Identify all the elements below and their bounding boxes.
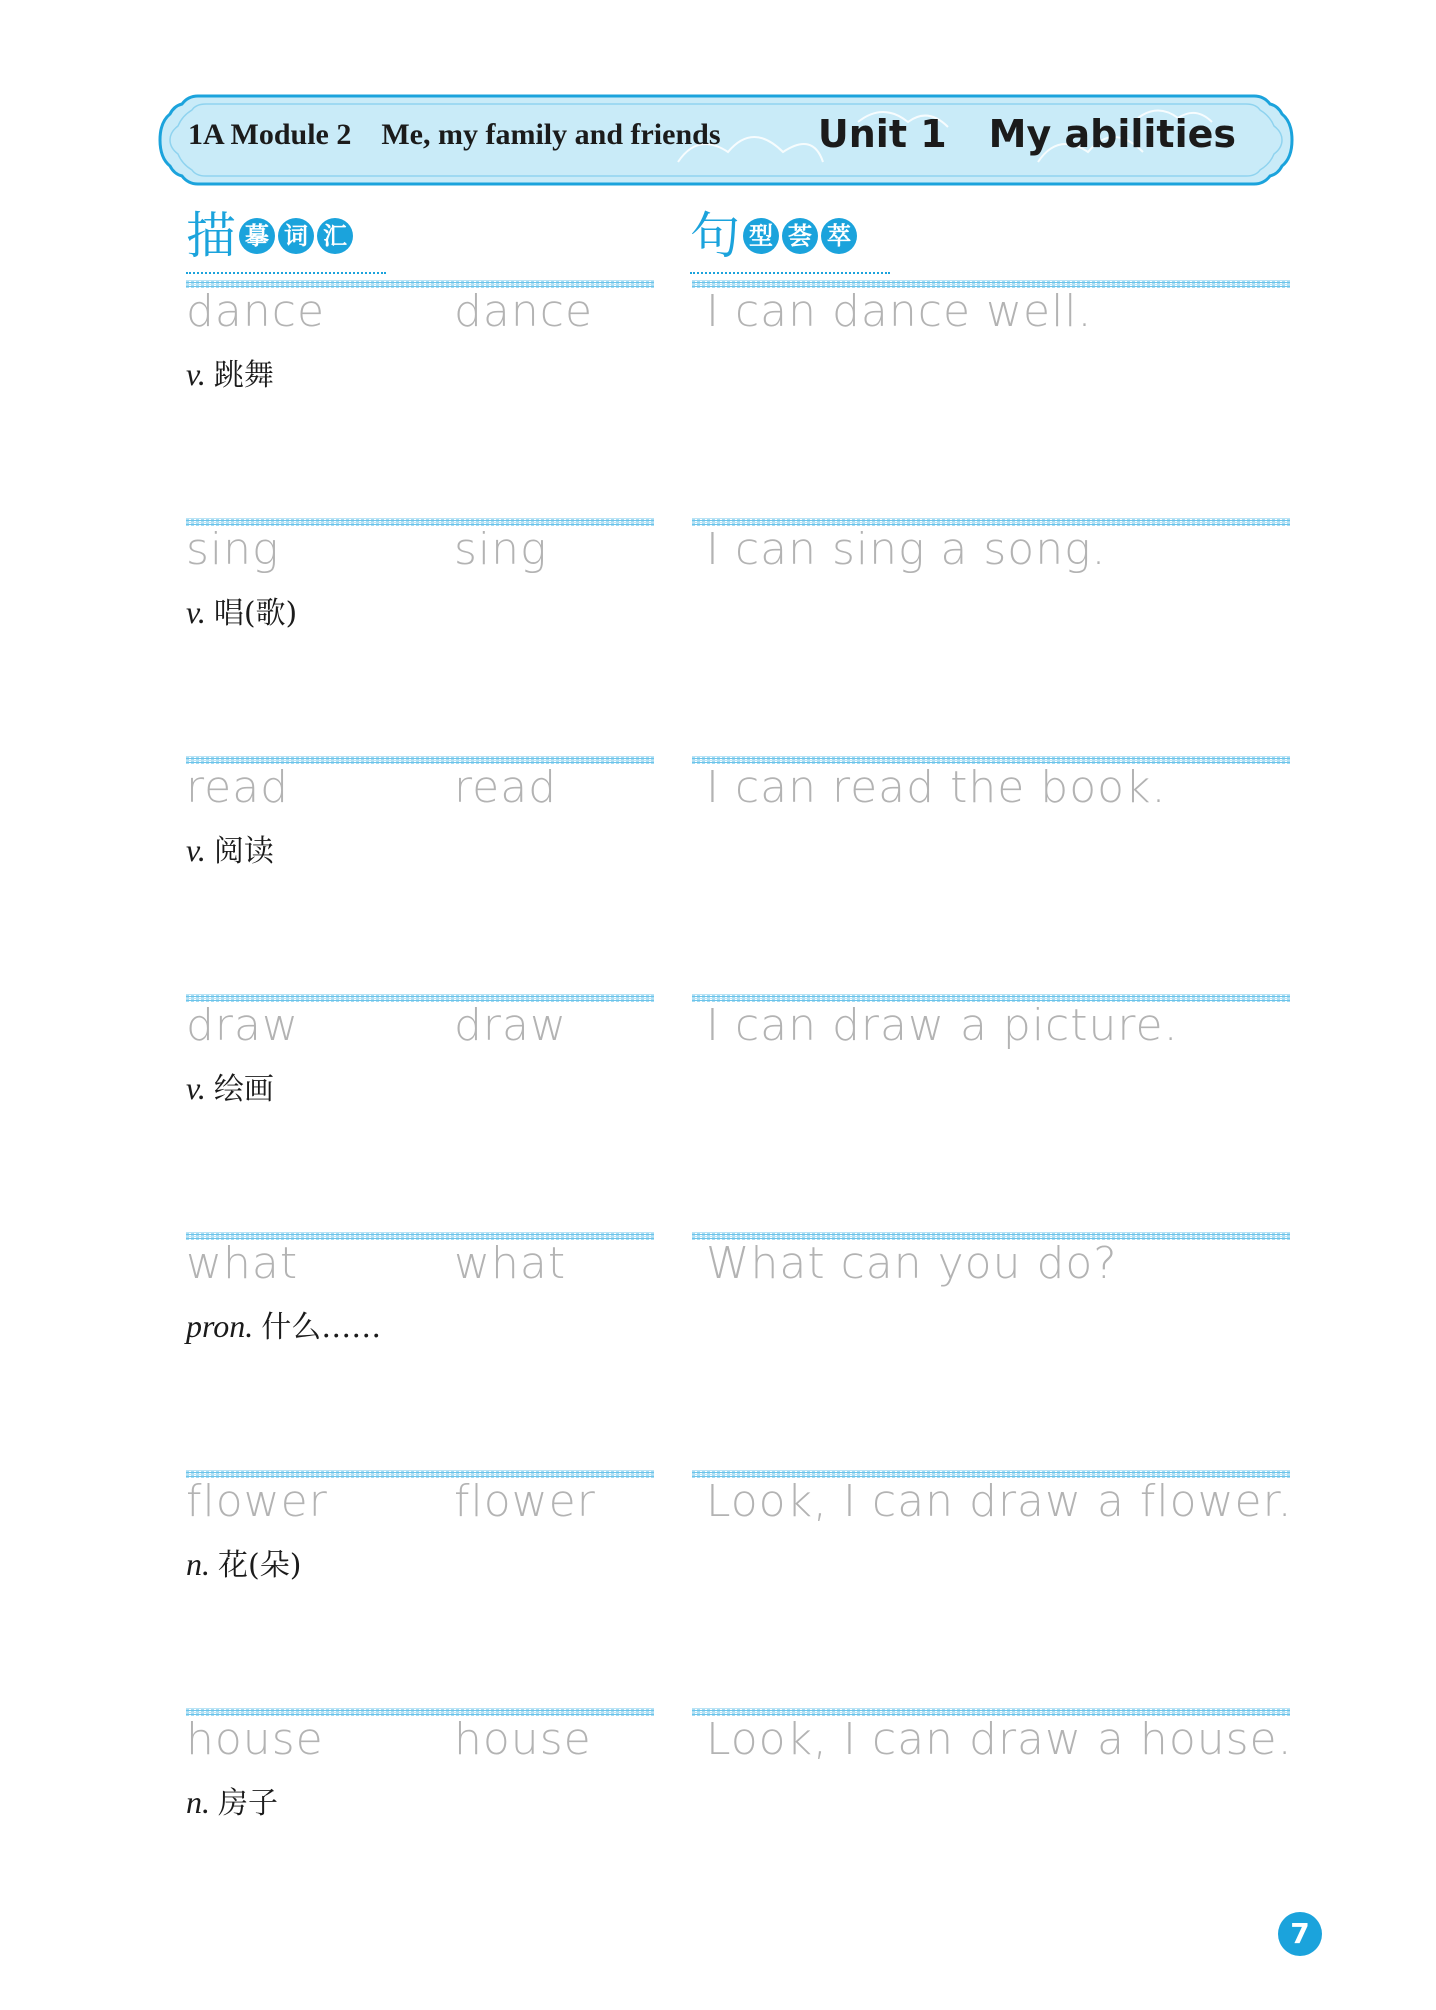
trace-sentence: I can draw a picture.: [706, 1000, 1179, 1051]
trace-word: sing: [186, 524, 280, 575]
chinese-meaning: 什么……: [261, 1310, 382, 1345]
trace-word: read: [186, 762, 290, 813]
word-meaning: [186, 588, 297, 632]
vocab-row: [186, 518, 654, 718]
vocab-title-char: 描: [186, 207, 236, 265]
unit-label: Unit 1: [817, 112, 947, 156]
sentence-title-badge: 荟: [782, 218, 818, 254]
vocab-section-title: [186, 206, 386, 274]
page-number: 7: [1278, 1912, 1322, 1956]
trace-word: flower: [454, 1476, 596, 1527]
trace-sentence: Look, I can draw a house.: [706, 1714, 1293, 1765]
vocab-title-badge: 摹: [239, 218, 275, 254]
trace-sentence: I can sing a song.: [706, 524, 1107, 575]
chinese-meaning: 房子: [218, 1786, 278, 1821]
word-meaning: [186, 350, 274, 394]
word-meaning: [186, 1064, 274, 1108]
part-of-speech: v.: [186, 594, 206, 630]
trace-word: flower: [186, 1476, 328, 1527]
word-meaning: [186, 826, 274, 870]
sentence-title-underline: [690, 272, 890, 274]
part-of-speech: n.: [186, 1546, 210, 1582]
sentence-row: [692, 1232, 1290, 1432]
vocab-title-badge: 汇: [317, 218, 353, 254]
chinese-meaning: 唱(歌): [213, 596, 298, 631]
word-meaning: [186, 1540, 301, 1584]
chinese-meaning: 绘画: [213, 1072, 274, 1107]
vocab-row: [186, 280, 654, 480]
trace-sentence: Look, I can draw a flower.: [706, 1476, 1293, 1527]
chinese-meaning: 跳舞: [213, 358, 274, 393]
trace-sentence: I can read the book.: [706, 762, 1167, 813]
trace-sentence: What can you do?: [706, 1238, 1118, 1289]
vocab-title-underline: [186, 272, 386, 274]
sentence-row: [692, 518, 1290, 718]
chinese-meaning: 阅读: [213, 834, 274, 869]
sentence-row: [692, 756, 1290, 956]
vocab-row: [186, 756, 654, 956]
book-module: 1A Module 2: [188, 118, 352, 151]
sentence-row: [692, 280, 1290, 480]
vocab-row: [186, 1232, 654, 1432]
vocab-row: [186, 1470, 654, 1670]
trace-word: what: [454, 1238, 567, 1289]
trace-word: house: [454, 1714, 592, 1765]
trace-word: house: [186, 1714, 324, 1765]
module-title: Me, my family and friends: [381, 118, 721, 151]
vocab-row: [186, 994, 654, 1194]
sentence-title-char: 句: [690, 207, 740, 265]
part-of-speech: pron.: [186, 1308, 254, 1344]
part-of-speech: v.: [186, 1070, 206, 1106]
unit-title: My abilities: [988, 112, 1236, 156]
sentence-row: [692, 1708, 1293, 1908]
sentence-row: [692, 1470, 1293, 1670]
part-of-speech: v.: [186, 832, 206, 868]
sentence-section-title: [690, 206, 890, 274]
vocab-title-badge: 词: [278, 218, 314, 254]
trace-word: draw: [186, 1000, 299, 1051]
sentence-row: [692, 994, 1290, 1194]
module-heading: [188, 118, 721, 152]
header-banner: [158, 92, 1294, 188]
part-of-speech: n.: [186, 1784, 210, 1820]
trace-sentence: I can dance well.: [706, 286, 1093, 337]
unit-heading: [818, 112, 1236, 156]
sentence-title-badge: 型: [743, 218, 779, 254]
trace-word: draw: [454, 1000, 567, 1051]
trace-word: read: [454, 762, 558, 813]
trace-word: what: [186, 1238, 299, 1289]
sentence-title-badge: 萃: [821, 218, 857, 254]
part-of-speech: v.: [186, 356, 206, 392]
trace-word: dance: [186, 286, 326, 337]
word-meaning: [186, 1778, 278, 1822]
vocab-row: [186, 1708, 654, 1908]
chinese-meaning: 花(朵): [218, 1548, 302, 1583]
trace-word: sing: [454, 524, 548, 575]
word-meaning: [186, 1302, 381, 1346]
trace-word: dance: [454, 286, 594, 337]
